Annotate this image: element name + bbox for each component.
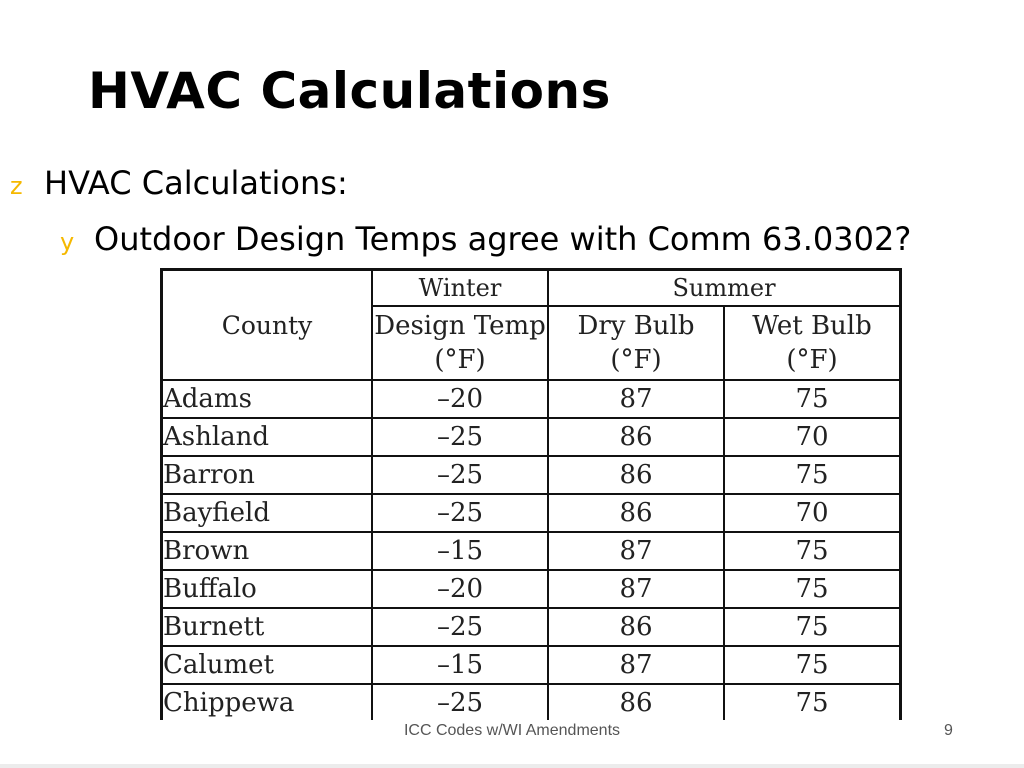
design-temps-table	[160, 268, 902, 720]
design-temp-header: Design Temp (°F)	[372, 306, 548, 380]
winter-cell: –25	[372, 494, 548, 532]
bullet-level-2	[60, 220, 911, 258]
dry-bulb-cell: 86	[548, 684, 724, 720]
dry-bulb-cell: 87	[548, 646, 724, 684]
dry-bulb-cell: 86	[548, 494, 724, 532]
dry-bulb-cell: 87	[548, 570, 724, 608]
county-cell: Adams	[162, 380, 373, 418]
table-row	[162, 532, 901, 570]
dry-bulb-header: Dry Bulb (°F)	[548, 306, 724, 380]
sub-bullet-marker-icon: y	[60, 228, 75, 256]
table-header-row	[162, 270, 901, 307]
bullet-marker-icon: z	[10, 172, 23, 200]
wet-bulb-cell: 75	[724, 456, 901, 494]
wet-bulb-cell: 75	[724, 570, 901, 608]
winter-cell: –15	[372, 646, 548, 684]
table-row	[162, 684, 901, 720]
winter-cell: –15	[372, 532, 548, 570]
wet-bulb-cell: 75	[724, 380, 901, 418]
winter-cell: –25	[372, 418, 548, 456]
county-cell: Burnett	[162, 608, 373, 646]
winter-cell: –25	[372, 456, 548, 494]
winter-header: Winter	[372, 270, 548, 307]
table-row	[162, 418, 901, 456]
dry-bulb-cell: 86	[548, 418, 724, 456]
summer-header: Summer	[548, 270, 901, 307]
sub-bullet-text: Outdoor Design Temps agree with Comm 63.0302?	[94, 220, 912, 258]
wet-bulb-cell: 70	[724, 494, 901, 532]
wet-bulb-cell: 75	[724, 608, 901, 646]
county-cell: Bayfield	[162, 494, 373, 532]
county-cell: Calumet	[162, 646, 373, 684]
wet-bulb-cell: 75	[724, 646, 901, 684]
wet-bulb-cell: 75	[724, 684, 901, 720]
winter-cell: –20	[372, 570, 548, 608]
table-row	[162, 608, 901, 646]
table-row	[162, 646, 901, 684]
winter-cell: –20	[372, 380, 548, 418]
county-cell: Barron	[162, 456, 373, 494]
county-cell: Brown	[162, 532, 373, 570]
slide-footer: ICC Codes w/WI Amendments	[403, 722, 621, 739]
county-cell: Chippewa	[162, 684, 373, 720]
winter-cell: –25	[372, 684, 548, 720]
page-number: 9	[944, 722, 953, 739]
dry-bulb-cell: 87	[548, 532, 724, 570]
county-cell: Buffalo	[162, 570, 373, 608]
county-header: County	[162, 270, 373, 381]
bullet-text: HVAC Calculations:	[44, 164, 348, 202]
slide-title: HVAC Calculations	[88, 62, 611, 120]
bullet-level-1	[10, 164, 348, 202]
wet-bulb-header: Wet Bulb (°F)	[724, 306, 901, 380]
wet-bulb-cell: 75	[724, 532, 901, 570]
dry-bulb-cell: 86	[548, 456, 724, 494]
county-cell: Ashland	[162, 418, 373, 456]
bottom-divider	[0, 764, 1024, 768]
dry-bulb-cell: 86	[548, 608, 724, 646]
table-row	[162, 456, 901, 494]
winter-cell: –25	[372, 608, 548, 646]
design-temps-table-container	[160, 268, 902, 720]
table-row	[162, 494, 901, 532]
table-row	[162, 380, 901, 418]
dry-bulb-cell: 87	[548, 380, 724, 418]
wet-bulb-cell: 70	[724, 418, 901, 456]
table-row	[162, 570, 901, 608]
